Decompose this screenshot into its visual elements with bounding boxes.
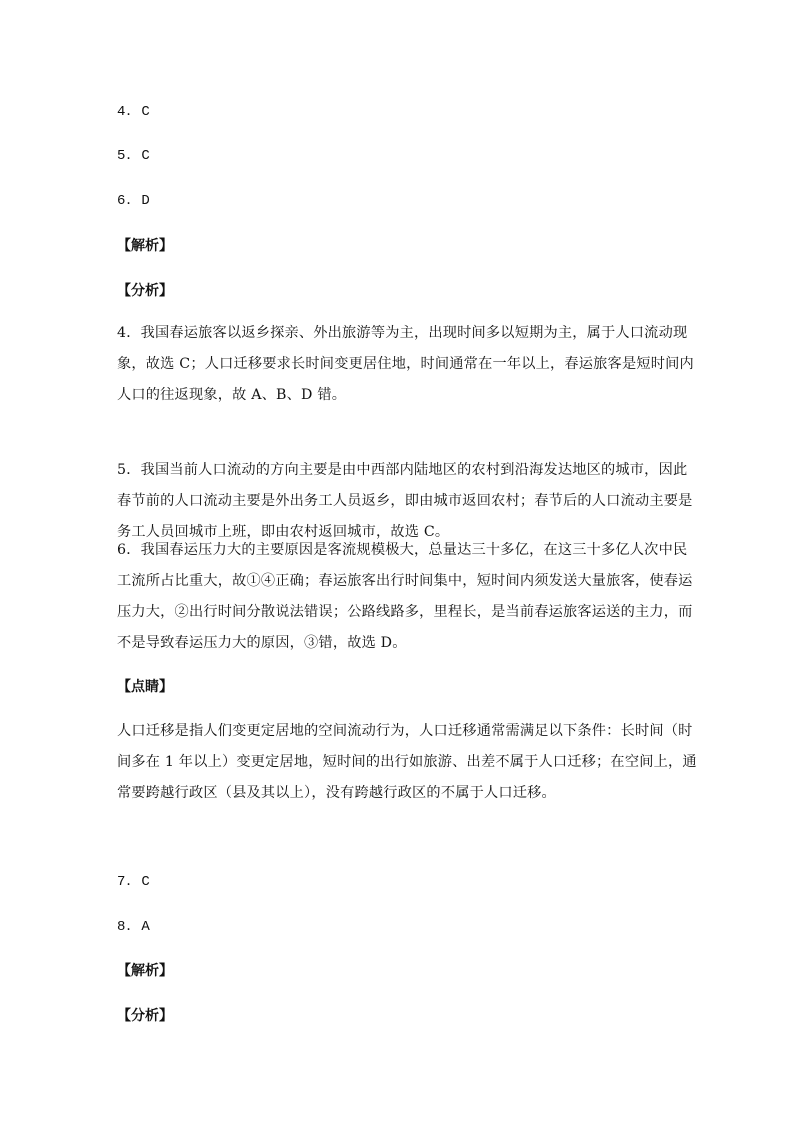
dianjing-line-1: 人口迁移是指人们变更定居地的空间流动行为，人口迁移通常需满足以下条件：长时间（时 xyxy=(117,723,693,739)
dianjing-line-3: 常要跨越行政区（县及其以上），没有跨越行政区的不属于人口迁移。 xyxy=(117,785,556,801)
heading-jiexi: 【解析】 xyxy=(117,238,173,254)
analysis-4-line-3: 人口的往返现象，故 A、B、D 错。 xyxy=(117,387,347,403)
heading-jiexi-2: 【解析】 xyxy=(117,963,173,979)
heading-dianjing: 【点睛】 xyxy=(117,679,173,695)
analysis-4-line-2: 象，故选 C；人口迁移要求长时间变更居住地，时间通常在一年以上，春运旅客是短时间内 xyxy=(117,356,694,372)
analysis-5-line-1: 5．我国当前人口流动的方向主要是由中西部内陆地区的农村到沿海发达地区的城市，因此 xyxy=(117,462,688,478)
analysis-paragraph-6 xyxy=(117,535,693,659)
answer-4: 4．C xyxy=(117,104,151,120)
answer-5: 5．C xyxy=(117,148,151,164)
analysis-6-line-1: 6．我国春运压力大的主要原因是客流规模极大，总量达三十多亿，在这三十多亿人次中民 xyxy=(117,542,688,558)
analysis-6-line-4: 不是导致春运压力大的原因，③错，故选 D。 xyxy=(117,635,407,651)
answer-7: 7．C xyxy=(117,874,151,890)
analysis-5-line-3: 务工人员回城市上班，即由农村返回城市，故选 C。 xyxy=(117,524,450,540)
analysis-6-line-3: 压力大，②出行时间分散说法错误；公路线路多，里程长，是当前春运旅客运送的主力，而 xyxy=(117,604,693,620)
analysis-paragraph-4 xyxy=(117,318,694,411)
dianjing-paragraph xyxy=(117,716,697,809)
heading-fenxi-2: 【分析】 xyxy=(117,1008,173,1024)
dianjing-line-2: 间多在 1 年以上）变更定居地，短时间的出行如旅游、出差不属于人口迁移；在空间上，通 xyxy=(117,754,697,770)
answer-6: 6．D xyxy=(117,193,151,209)
answer-8: 8．A xyxy=(117,919,151,935)
heading-fenxi: 【分析】 xyxy=(117,283,173,299)
analysis-4-line-1: 4．我国春运旅客以返乡探亲、外出旅游等为主，出现时间多以短期为主，属于人口流动现 xyxy=(117,325,688,341)
analysis-6-line-2: 工流所占比重大，故①④正确；春运旅客出行时间集中，短时间内须发送大量旅客，使春运 xyxy=(117,573,693,589)
analysis-5-line-2: 春节前的人口流动主要是外出务工人员返乡，即由城市返回农村；春节后的人口流动主要是 xyxy=(117,493,693,509)
